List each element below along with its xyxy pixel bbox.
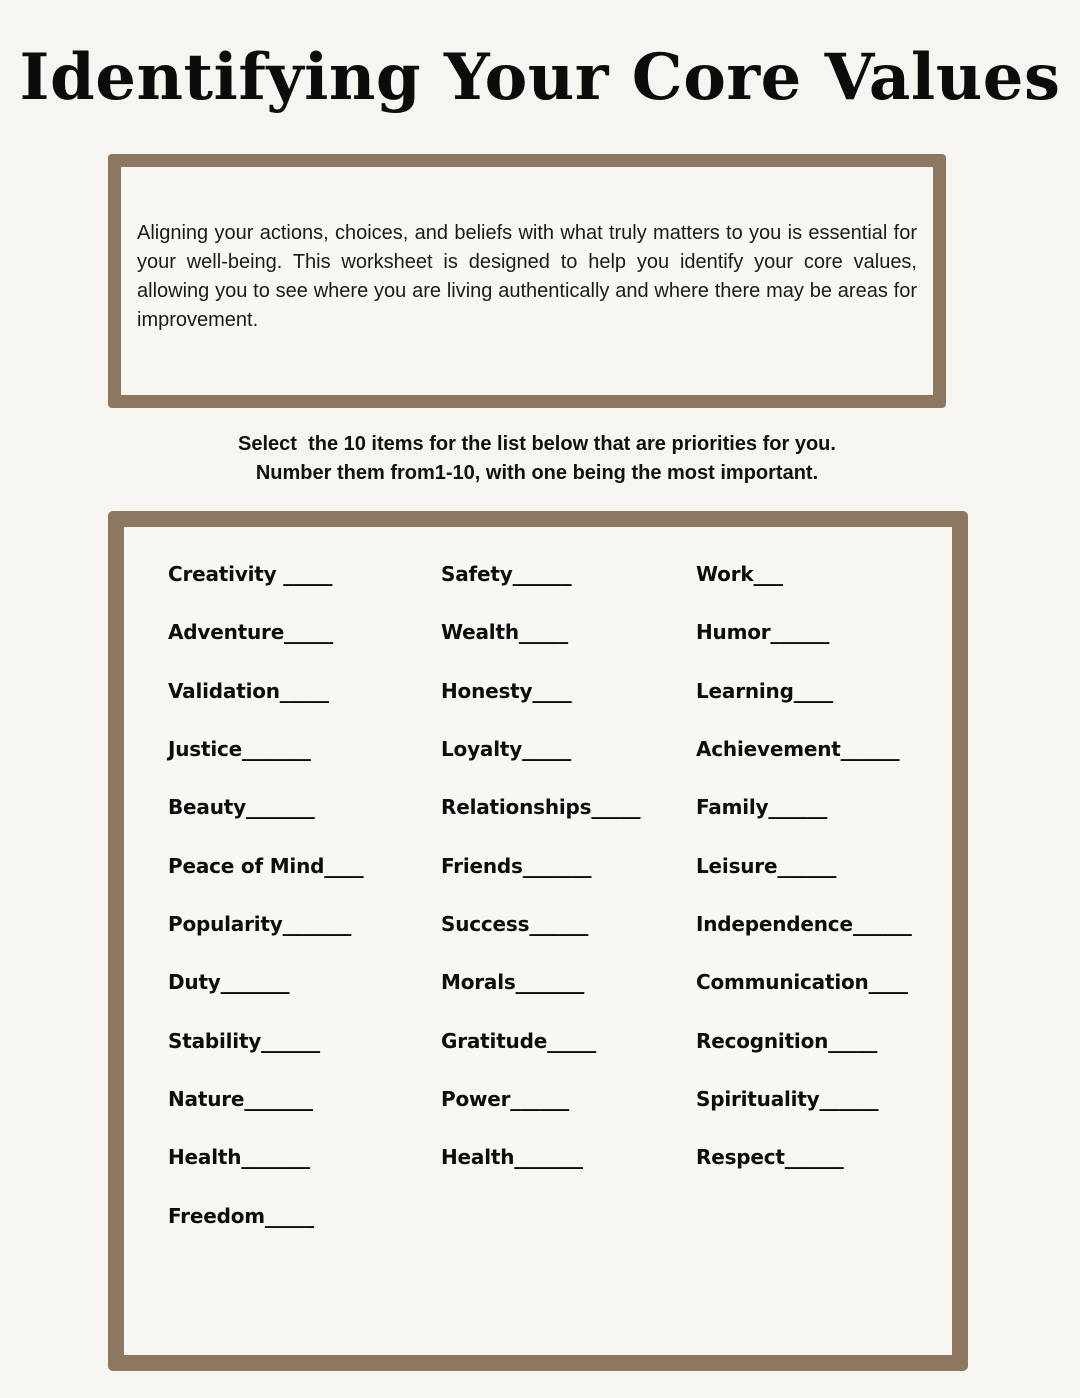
value-item[interactable]: Friends_______ — [441, 854, 592, 878]
value-item[interactable]: Nature_______ — [168, 1087, 313, 1111]
instructions-line-1: Select the 10 items for the list below that are priorities for you. — [238, 433, 836, 455]
value-item[interactable]: Success______ — [441, 912, 589, 936]
value-item[interactable]: Honesty____ — [441, 679, 572, 703]
value-item[interactable]: Adventure_____ — [168, 620, 334, 644]
value-item[interactable]: Health_______ — [441, 1145, 583, 1169]
value-item[interactable]: Power______ — [441, 1087, 570, 1111]
value-item[interactable]: Creativity _____ — [168, 562, 333, 586]
values-list-box — [108, 511, 968, 1371]
value-item[interactable]: Learning____ — [696, 679, 833, 703]
value-item[interactable]: Justice_______ — [168, 737, 311, 761]
value-item[interactable]: Achievement______ — [696, 737, 900, 761]
value-item[interactable]: Relationships_____ — [441, 795, 641, 819]
value-item[interactable]: Independence______ — [696, 912, 912, 936]
value-item[interactable]: Wealth_____ — [441, 620, 568, 644]
value-item[interactable]: Respect______ — [696, 1145, 844, 1169]
value-item[interactable]: Morals_______ — [441, 970, 585, 994]
instructions — [0, 430, 1074, 488]
value-item[interactable]: Work___ — [696, 562, 783, 586]
value-item[interactable]: Duty_______ — [168, 970, 290, 994]
value-item[interactable]: Peace of Mind____ — [168, 854, 364, 878]
intro-text: Aligning your actions, choices, and beliefs with what truly matters to you is essential for your well-being. This worksheet is designed to help you identify your core values, allowing you to see where you are living authentically and where there may be areas for improvement. — [137, 222, 917, 331]
intro-box — [108, 154, 946, 408]
value-item[interactable]: Recognition_____ — [696, 1029, 878, 1053]
page-title: Identifying Your Core Values — [19, 40, 1061, 115]
value-item[interactable]: Safety______ — [441, 562, 572, 586]
value-item[interactable]: Popularity_______ — [168, 912, 352, 936]
value-item[interactable]: Gratitude_____ — [441, 1029, 597, 1053]
value-item[interactable]: Spirituality______ — [696, 1087, 879, 1111]
instructions-line-2: Number them from1-10, with one being the most important. — [255, 462, 819, 484]
value-item[interactable]: Stability______ — [168, 1029, 320, 1053]
value-item[interactable]: Health_______ — [168, 1145, 310, 1169]
value-item[interactable]: Family______ — [696, 795, 828, 819]
value-item[interactable]: Validation_____ — [168, 679, 329, 703]
value-item[interactable]: Communication____ — [696, 970, 908, 994]
value-item[interactable]: Freedom_____ — [168, 1204, 314, 1228]
value-item[interactable]: Leisure______ — [696, 854, 837, 878]
value-item[interactable]: Beauty_______ — [168, 795, 315, 819]
value-item[interactable]: Humor______ — [696, 620, 830, 644]
value-item[interactable]: Loyalty_____ — [441, 737, 572, 761]
